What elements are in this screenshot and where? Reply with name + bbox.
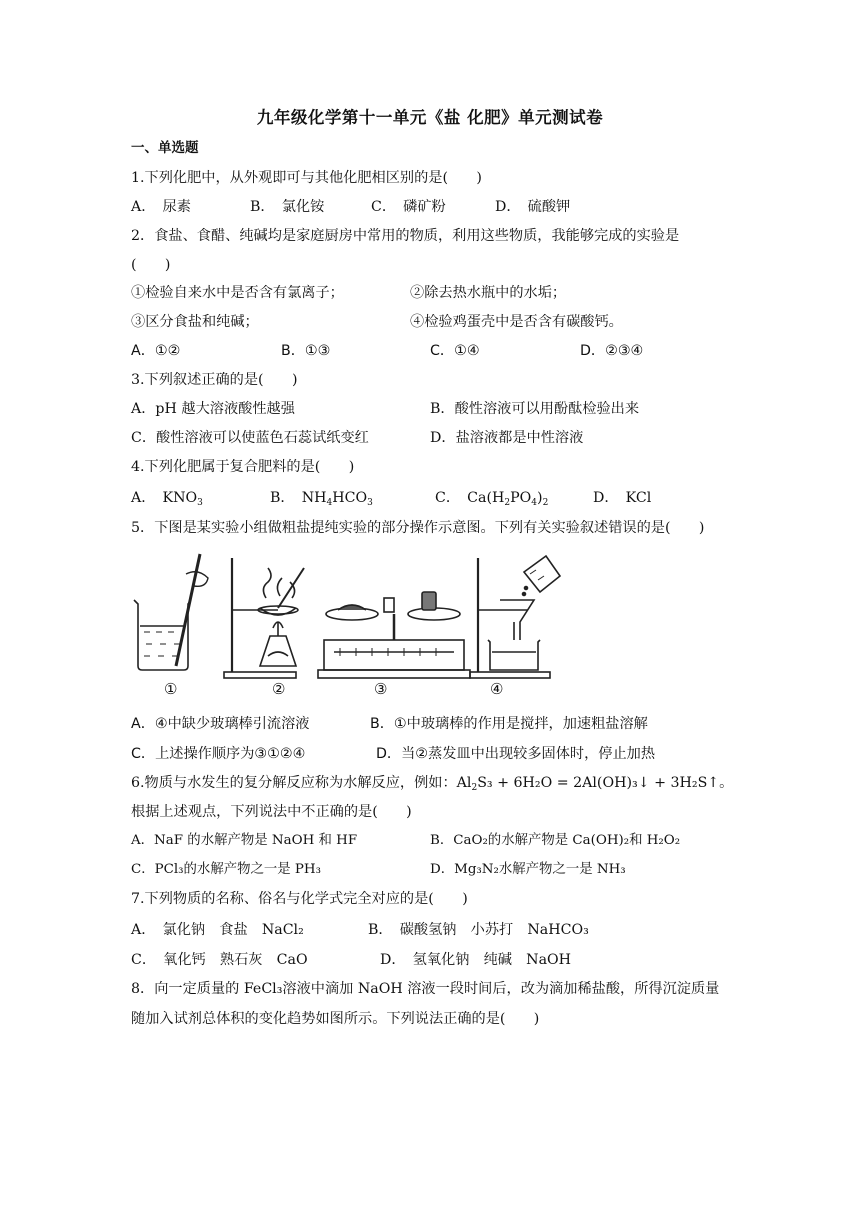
q2-option-c: C．①④ <box>430 343 480 359</box>
q3-option-a: A．pH 越大溶液酸性越强 <box>131 401 295 417</box>
q1-option-c: C． 磷矿粉 <box>371 199 446 215</box>
q7-option-c: C． 氧化钙 熟石灰 CaO <box>131 952 308 968</box>
q4-option-b <box>270 488 373 508</box>
q4-c-sub3: 2 <box>542 498 549 508</box>
question-4-stem: 4.下列化肥属于复合肥料的是( ) <box>131 459 355 475</box>
q1-option-d: D． 硫酸钾 <box>495 199 571 215</box>
question-1-stem: 1.下列化肥中，从外观即可与其他化肥相区别的是( ) <box>131 170 482 186</box>
q6-option-a: A．NaF 的水解产物是 NaOH 和 HF <box>131 833 358 848</box>
evaporation-illustration <box>224 558 304 678</box>
figure-label-1: ① <box>164 680 178 698</box>
q4-a-sub: 3 <box>197 498 203 508</box>
q4-b-text: B． NH <box>270 490 327 506</box>
question-6-stem <box>131 773 733 793</box>
q2-statement-4: ④检验鸡蛋壳中是否含有碳酸钙。 <box>410 314 623 330</box>
q3-option-d: D．盐溶液都是中性溶液 <box>430 430 584 446</box>
figure-label-4: ④ <box>490 680 504 698</box>
q7-option-d: D． 氢氧化钠 纯碱 NaOH <box>380 952 572 968</box>
q5-option-c: C．上述操作顺序为③①②④ <box>131 746 306 762</box>
q2-option-d: D．②③④ <box>580 343 644 359</box>
q2-statement-1: ①检验自来水中是否含有氯离子； <box>131 285 344 301</box>
q4-option-d: D． KCl <box>593 490 652 506</box>
q4-b-mid: HCO <box>332 490 368 506</box>
q4-c-mid: PO <box>510 490 532 506</box>
q3-option-b: B．酸性溶液可以用酚酞检验出来 <box>430 401 640 417</box>
question-2-stem: 2．食盐、食醋、纯碱均是家庭厨房中常用的物质，利用这些物质，我能够完成的实验是 <box>131 228 680 244</box>
q6-stem-text: 6.物质与水发生的复分解反应称为水解反应，例如：Al <box>131 775 472 791</box>
q7-option-a: A． 氯化钠 食盐 NaCl₂ <box>131 922 304 938</box>
q4-a-text: A． KNO <box>131 490 198 506</box>
question-7-stem: 7.下列物质的名称、俗名与化学式完全对应的是( ) <box>131 891 468 907</box>
q4-c-end: ) <box>537 490 543 506</box>
q4-option-a <box>131 488 203 508</box>
q4-c-sub2: 4 <box>531 498 538 508</box>
q5-option-d: D．当②蒸发皿中出现较多固体时，停止加热 <box>376 746 656 762</box>
figure-label-3: ③ <box>374 680 388 698</box>
q2-option-a: A．①② <box>131 343 181 359</box>
lab-apparatus-figure <box>128 548 728 708</box>
figure-label-2: ② <box>272 680 286 698</box>
q1-option-b: B． 氯化铵 <box>250 199 325 215</box>
filtration-illustration <box>470 556 560 678</box>
q4-c-text: C． Ca(H <box>435 490 505 506</box>
question-8-stem: 8．向一定质量的 FeCl₃溶液中滴加 NaOH 溶液一段时间后，改为滴加稀盐酸，所得沉淀质量 <box>131 981 720 997</box>
page-title: 九年级化学第十一单元《盐 化肥》单元测试卷 <box>256 108 604 127</box>
q4-b-sub2: 3 <box>367 498 373 508</box>
section-heading: 一、单选题 <box>131 140 199 156</box>
q3-option-c: C．酸性溶液可以使蓝色石蕊试纸变红 <box>131 430 369 446</box>
question-6-stem-2: 根据上述观点，下列说法中不正确的是( ) <box>131 804 412 820</box>
q4-c-sub1: 2 <box>504 498 511 508</box>
q6-option-c: C．PCl₃的水解产物之一是 PH₃ <box>131 862 321 877</box>
question-3-stem: 3.下列叙述正确的是( ) <box>131 372 298 388</box>
q5-option-b: B．①中玻璃棒的作用是搅拌，加速粗盐溶解 <box>370 716 648 732</box>
q1-option-a: A． 尿素 <box>131 199 191 215</box>
q2-statement-3: ③区分食盐和纯碱； <box>131 314 259 330</box>
beaker-stirring-illustration <box>134 554 208 670</box>
q2-statement-2: ②除去热水瓶中的水垢； <box>410 285 567 301</box>
q6-option-d: D．Mg₃N₂水解产物之一是 NH₃ <box>430 862 626 877</box>
q2-option-b: B．①③ <box>281 343 331 359</box>
q6-al-subscript: 2 <box>471 783 478 793</box>
q6-option-b: B．CaO₂的水解产物是 Ca(OH)₂和 H₂O₂ <box>430 833 681 848</box>
question-5-stem: 5．下图是某实验小组做粗盐提纯实验的部分操作示意图。下列有关实验叙述错误的是( ) <box>131 520 705 536</box>
q6-equation: S₃ + 6H₂O = 2Al(OH)₃↓ + 3H₂S↑。 <box>477 775 734 791</box>
q7-option-b: B． 碳酸氢钠 小苏打 NaHCO₃ <box>368 922 589 938</box>
question-2-stem-cont: ( ) <box>131 257 171 273</box>
q4-option-c <box>435 488 548 508</box>
balance-illustration <box>318 592 470 678</box>
q4-b-sub1: 4 <box>326 498 333 508</box>
question-8-stem-2: 随加入试剂总体积的变化趋势如图所示。下列说法正确的是( ) <box>131 1011 540 1027</box>
q5-option-a: A．④中缺少玻璃棒引流溶液 <box>131 716 310 732</box>
